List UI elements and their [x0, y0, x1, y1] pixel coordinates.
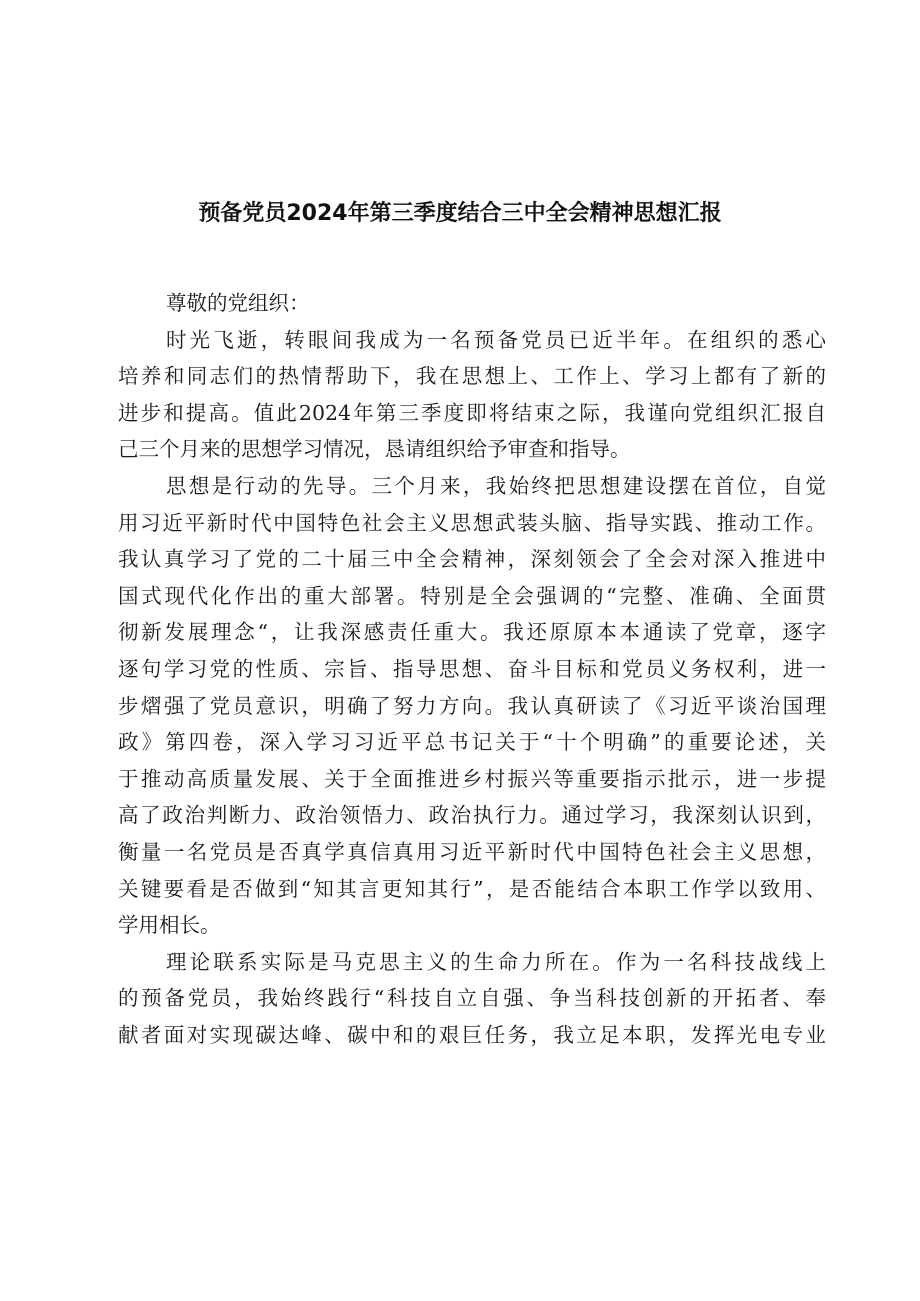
document-body — [118, 285, 826, 1053]
paragraph-line: 进步和提高。值此2024年第三季度即将结束之际，我谨向党组织汇报自 — [118, 400, 826, 425]
paragraph-line: 国式现代化作出的重大部署。特别是全会强调的“完整、准确、全面贯 — [118, 583, 826, 608]
paragraph-line: 的预备党员，我始终践行“科技自立自强、争当科技创新的开拓者、奉 — [118, 986, 826, 1011]
paragraph-line: 学用相长。 — [118, 913, 221, 938]
paragraph-line: 彻新发展理念“，让我深感责任重大。我还原原本本通读了党章，逐字 — [118, 620, 826, 645]
paragraph-line: 逐句学习党的性质、宗旨、指导思想、奋斗目标和党员义务权利，进一 — [118, 656, 826, 681]
paragraph-line: 于推动高质量发展、关于全面推进乡村振兴等重要指示批示，进一步提 — [118, 766, 826, 791]
paragraph-line: 己三个月来的思想学习情况，恳请组织给予审查和指导。 — [118, 437, 631, 462]
paragraph-line: 献者面对实现碳达峰、碳中和的艰巨任务，我立足本职，发挥光电专业 — [118, 1022, 826, 1047]
paragraph-line: 时光飞逝，转眼间我成为一名预备党员已近半年。在组织的悉心 — [166, 327, 826, 352]
salutation: 尊敬的党组织： — [166, 291, 310, 315]
paragraph-line: 我认真学习了党的二十届三中全会精神，深刻领会了全会对深入推进中 — [118, 547, 826, 572]
paragraph-line: 步熠强了党员意识，明确了努力方向。我认真研读了《习近平谈治国理 — [118, 693, 826, 718]
paragraph-line: 政》第四卷，深入学习习近平总书记关于“十个明确”的重要论述，关 — [118, 730, 826, 755]
paragraph-line: 衡量一名党员是否真学真信真用习近平新时代中国特色社会主义思想， — [118, 839, 826, 864]
paragraph-line: 理论联系实际是马克思主义的生命力所在。作为一名科技战线上 — [166, 949, 826, 974]
paragraph-line: 培养和同志们的热情帮助下，我在思想上、工作上、学习上都有了新的 — [118, 364, 826, 389]
paragraph-line: 思想是行动的先导。三个月来，我始终把思想建设摆在首位，自觉 — [166, 473, 826, 498]
paragraph-line: 用习近平新时代中国特色社会主义思想武装头脑、指导实践、推动工作。 — [118, 510, 826, 535]
paragraph-line: 关键要看是否做到“知其言更知其行”，是否能结合本职工作学以致用、 — [118, 876, 826, 901]
paragraph-line: 高了政治判断力、政治领悟力、政治执行力。通过学习，我深刻认识到， — [118, 803, 826, 828]
document-title: 预备党员2024年第三季度结合三中全会精神思想汇报 — [198, 201, 722, 226]
